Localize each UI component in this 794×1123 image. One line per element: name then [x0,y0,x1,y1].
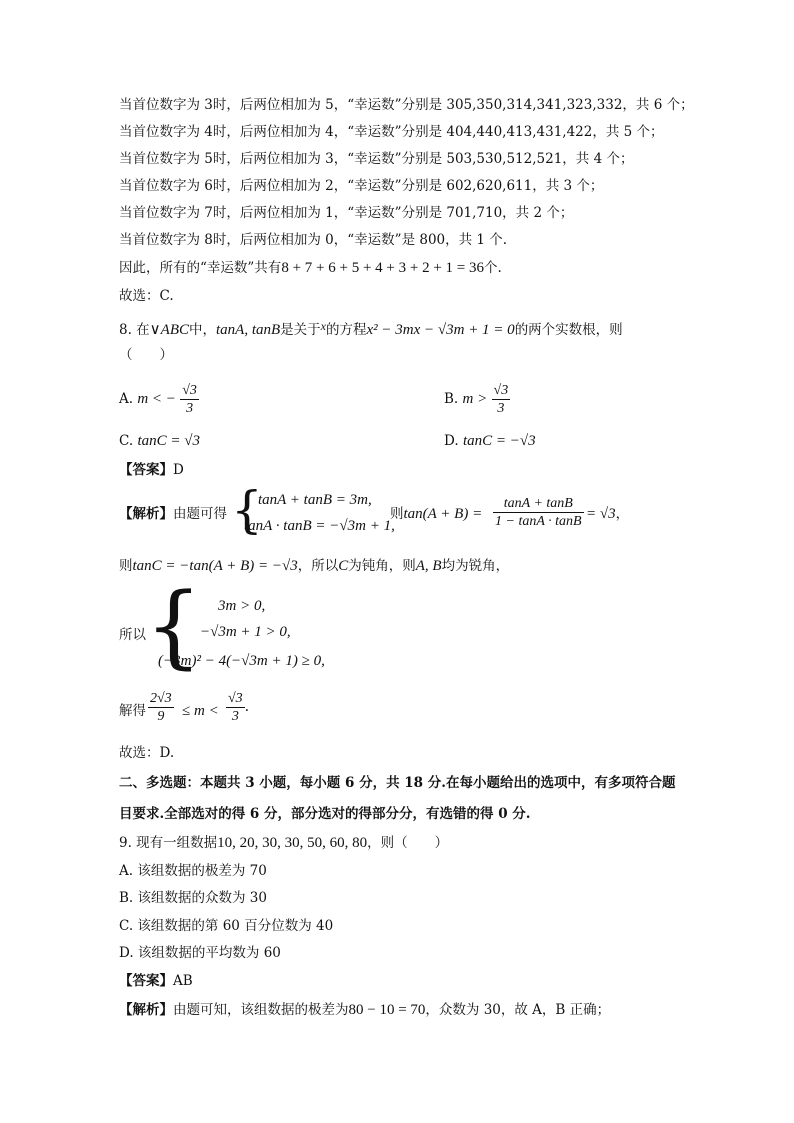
text: ，则（ ） [367,835,449,851]
option-expr: tanC = −√3 [462,433,536,449]
text-line: 当首位数字为 8时，后两位相加为 0，“幸运数”是 800，共 1 个. [119,232,508,248]
numerator: √3 [228,691,243,706]
fraction [492,382,511,417]
q8-paren: （ ） [119,347,173,363]
option-b [444,382,510,417]
option-label: C. [119,433,134,449]
option-a: A. 该组数据的极差为 70 [119,863,267,879]
option-label: A. [119,391,134,407]
text: 9. 现有一组数据 [119,835,218,851]
text: ，众数为 30，故 A，B 正确； [425,1002,611,1018]
option-b: B. 该组数据的众数为 30 [119,890,267,906]
equation: x² − 3mx − √3m + 1 = 0 [366,322,515,338]
option-c: C. 该组数据的第 60 百分位数为 40 [119,918,334,934]
system-ineq: (−3m)² − 4(−√3m + 1) ≥ 0, [158,653,325,669]
numerator: tanA + tanB [493,495,584,513]
text-line: 当首位数字为 7时，后两位相加为 1，“幸运数”分别是 701,710，共 2 个； [119,205,574,221]
fraction [226,690,249,725]
fraction [180,382,199,417]
triangle-symbol: ∨ABC [149,322,189,338]
math-expression: tanC = −tan(A + B) = −√3 [132,558,298,574]
option-c [119,432,200,450]
choose-line: 故选：C. [119,288,174,304]
math-var: A, B [415,558,442,574]
analysis-line [119,505,227,523]
text: 解得 [119,703,146,719]
system-ineq: 3m > 0, [218,598,266,614]
answer-line [119,461,184,479]
q8-stem [119,317,623,339]
text-line: 当首位数字为 5时，后两位相加为 3，“幸运数”分别是 503,530,512,521，共 4 个； [119,151,634,167]
analysis-line [119,557,509,575]
text: 的方程 [325,322,367,338]
text-line: 当首位数字为 3时，后两位相加为 5，“幸运数”分别是 305,350,314,341,323,332，共 6 个； [119,97,694,113]
analysis-line [119,702,146,720]
option-label: D. [444,433,459,449]
data-list: 10, 20, 30, 30, 50, 60, 80 [217,835,368,851]
math-var: C [338,558,349,574]
analysis-label: 【解析】 [119,506,173,522]
answer-value: D [173,462,184,478]
denominator: 3 [186,401,194,416]
text-line: 当首位数字为 4时，后两位相加为 4，“幸运数”分别是 404,440,413,431,422，共 5 个； [119,124,664,140]
analysis-line: 所以 [119,627,146,643]
text: 为钝角，则 [348,558,416,574]
denominator: 1 − tanA · tanB [495,514,582,529]
math-expression: tan(A + B) = [403,506,483,522]
text-line: 当首位数字为 6时，后两位相加为 2，“幸运数”分别是 602,620,611，共 3 个； [119,178,604,194]
numerator: 2√3 [150,691,172,706]
text: 的两个实数根，则 [514,322,623,338]
answer-label: 【答案】 [119,973,173,989]
denominator: 9 [157,709,165,724]
choose-line: 故选：D. [119,745,175,761]
math-expression: tanA, tanB [215,322,281,338]
numerator: √3 [182,383,197,398]
system-eq: tanA · tanB = −√3m + 1, [244,518,395,534]
answer-line [119,972,193,990]
tan-sum-line [390,505,482,523]
option-expr: m < − [137,391,176,407]
numerator: √3 [493,383,509,398]
text: 由题可知，该组数据的极差为 [173,1002,349,1018]
option-label: B. [444,391,459,407]
text: 中， [188,322,216,338]
analysis-line [119,1001,610,1019]
system-eq: tanA + tanB = 3m, [258,492,372,508]
option-d [444,432,536,450]
analysis-label: 【解析】 [119,1002,173,1018]
system-ineq: −√3m + 1 > 0, [200,624,291,640]
option-d: D. 该组数据的平均数为 60 [119,945,281,961]
math-expression: 80 − 10 = 70 [348,1002,426,1018]
denominator: 3 [231,709,239,724]
option-expr: m > [462,391,488,407]
section-title: 二、多选题：本题共 3 小题，每小题 6 分，共 18 分.在每小题给出的选项中，有多项符合题 [119,775,676,791]
left-brace: { [145,574,203,679]
text: 个. [484,260,502,276]
text: 则 [119,558,133,574]
option-expr: tanC = √3 [137,433,200,449]
text: 因此，所有的“幸运数”共有 [119,260,282,276]
text: 8. 在 [119,322,150,338]
denominator: 3 [497,401,505,416]
math-expression: ≤ m < [182,703,219,719]
text: . [244,699,249,715]
text: ，所以 [297,558,339,574]
text: 由题可得 [173,506,227,522]
option-a [119,382,199,417]
q9-stem [119,834,448,852]
text-line [119,259,502,277]
answer-value: AB [173,973,193,989]
answer-label: 【答案】 [119,462,173,478]
fraction [148,690,174,725]
math-expression: = √3 [586,506,616,522]
text: ， [615,506,630,522]
result [586,505,629,523]
math-var: x [320,319,326,333]
sum-expression: 8 + 7 + 6 + 5 + 4 + 3 + 2 + 1 = 36 [281,260,484,276]
text: 则 [390,506,404,522]
left-brace: { [231,481,263,539]
text: 是关于 [280,322,321,338]
fraction [493,495,584,530]
text: 均为锐角， [441,558,510,574]
section-title: 目要求.全部选对的得 6 分，部分选对的得部分分，有选错的得 0 分. [119,806,531,822]
